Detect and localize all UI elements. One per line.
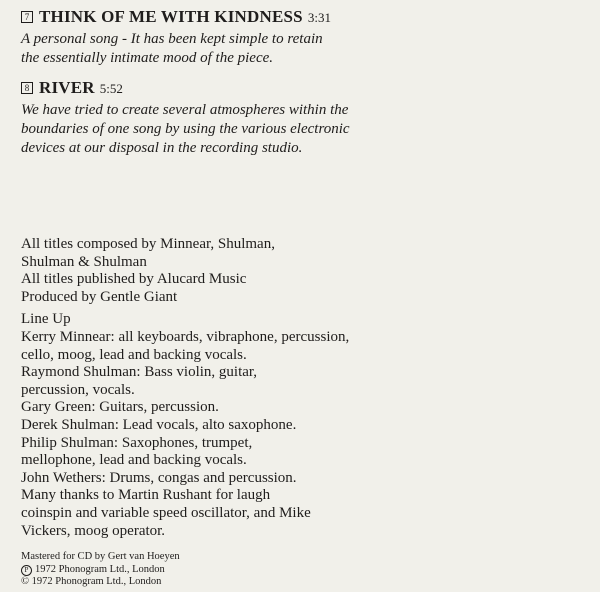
footer-block (21, 551, 180, 589)
track-header (21, 7, 341, 27)
copyright-text: 1972 Phonogram Ltd., London (31, 576, 162, 588)
credits-block (21, 236, 361, 540)
composed-credit: All titles composed by Minnear, Shulman, Shulman & Shulman (21, 236, 275, 270)
lineup-member: Philip Shulman: Saxophones, trumpet, mellophone, lead and backing vocals. (21, 434, 253, 469)
track-title: RIVER (39, 78, 95, 97)
track-duration: 5:52 (99, 81, 123, 96)
track-number-box: 8 (21, 82, 33, 94)
mastered-credit: Mastered for CD by Gert van Hoeyen (21, 551, 180, 562)
track-description: A personal song - It has been kept simple to retain the essentially intimate mood of the piece. (21, 31, 323, 66)
track-description: We have tried to create several atmospheres within the boundaries of one song by using the various electronic devices at our disposal in the recording studio. (21, 102, 350, 156)
lineup-member: Gary Green: Guitars, percussion. (21, 399, 219, 416)
thanks-note: Many thanks to Martin Rushant for laugh coinspin and variable speed oscillator, and Mike Vickers, moog operator. (21, 487, 311, 539)
lineup-heading: Line Up (21, 311, 71, 328)
track-8 (21, 78, 351, 158)
track-7 (21, 7, 341, 68)
lineup-member: Derek Shulman: Lead vocals, alto saxophone. (21, 416, 297, 433)
track-number-box: 7 (21, 11, 33, 23)
track-header (21, 78, 351, 98)
track-duration: 3:31 (307, 10, 331, 25)
produced-credit: Produced by Gentle Giant (21, 288, 178, 305)
lineup-member: John Wethers: Drums, congas and percussion. (21, 469, 297, 486)
lineup-member: Raymond Shulman: Bass violin, guitar, percussion, vocals. (21, 364, 258, 398)
copyright-line (21, 576, 180, 589)
copyright-symbol: © (21, 576, 29, 588)
published-credit: All titles published by Alucard Music (21, 271, 247, 288)
phonogram-symbol: P (21, 565, 32, 576)
phonogram-text: 1972 Phonogram Ltd., London (35, 563, 165, 575)
track-title: THINK OF ME WITH KINDNESS (39, 7, 303, 26)
phonogram-line (21, 564, 180, 577)
lineup-member: Kerry Minnear: all keyboards, vibraphone, percussion, cello, moog, lead and backing vocals. (21, 328, 350, 363)
